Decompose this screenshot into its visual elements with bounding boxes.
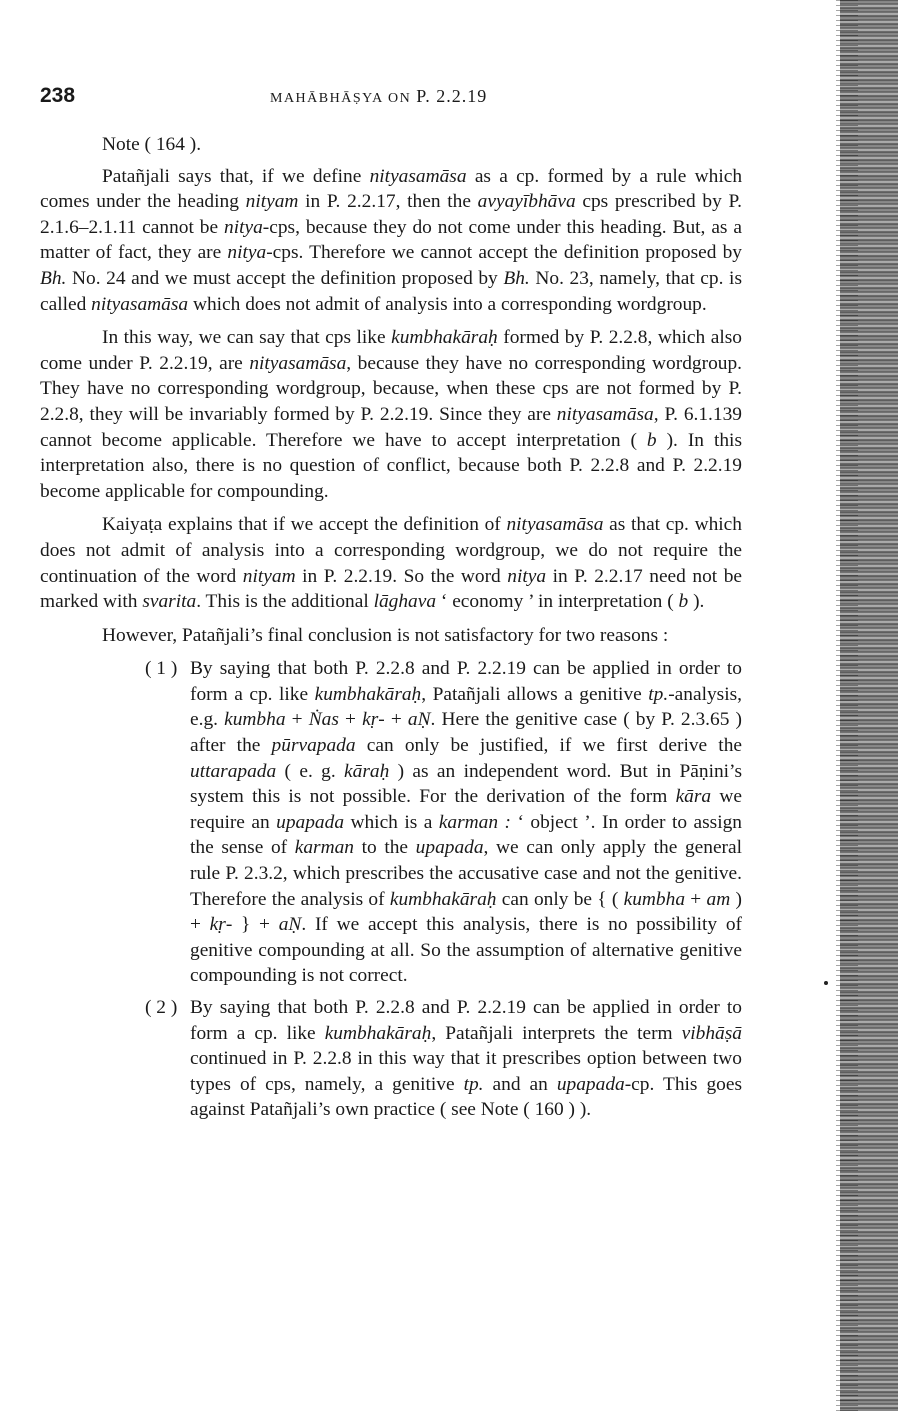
- running-head-title: MAHĀBHĀṢYA ON: [270, 91, 417, 106]
- paragraph: In this way, we can say that cps like kumbhakāraḥ formed by P. 2.2.8, which also come under P. 2.2.19, are nityasamāsa, because they have no corresponding wordgroup. They have no corresponding wordgroup, because, when these cps are not formed by P. 2.2.8, they will be invariably formed by P. 2.2.19. Since they are nityasamāsa, P. 6.1.139 cannot become applicable. Therefore we have to accept interpretation ( b ). In this interpretation also, there is no question of conflict, because both P. 2.2.8 and P. 2.2.19 become applicable for compounding.: [40, 327, 742, 502]
- paragraph: However, Patañjali’s final conclusion is not satisfactory for two reasons :: [102, 624, 669, 646]
- page-number: 238: [40, 84, 76, 107]
- reason-text: By saying that both P. 2.2.8 and P. 2.2.19 can be applied in order to form a cp. like kumbhakāraḥ, Patañjali allows a genitive tp.-analysis, e.g. kumbha + Ṅas + kṛ- + aṆ. Here the genitive case ( by P. 2.3.65 ) after the pūrvapada can only be justified, if we first derive the uttarapada ( e. g. kāraḥ ) as an independent word. But in Pāṇini’s system this is not possible. For the derivation of the form kāra we require an upapada which is a karman : ‘ object ’. In order to assign the sense of karman to the upapada, we can only apply the general rule P. 2.3.2, which prescribes the accusative case and not the genitive. Therefore the analysis of kumbhakāraḥ can only be { ( kumbha + am ) + kṛ- } + aṆ. If we accept this analysis, there is no possibility of genitive compounding at all. So the assumption of alternative genitive compounding is not correct.: [190, 658, 743, 987]
- paragraph: Kaiyaṭa explains that if we accept the definition of nityasamāsa as that cp. which does not admit of analysis into a corresponding wordgroup, we do not require the continuation of the word nityam in P. 2.2.19. So the word nitya in P. 2.2.17 need not be marked with svarita. This is the additional lāghava ‘ economy ’ in interpretation ( b ).: [40, 514, 743, 613]
- reason-item: [40, 995, 742, 1123]
- reason-number: ( 1 ): [145, 658, 178, 680]
- reasons-list: [40, 656, 742, 1123]
- scan-speck: [824, 981, 828, 985]
- reason-number: ( 2 ): [145, 997, 178, 1018]
- running-head-rule: P. 2.2.19: [416, 86, 488, 106]
- note-heading: Note ( 164 ).: [102, 134, 202, 155]
- scanned-page-edge-shadow: [836, 0, 858, 1411]
- page-header: [40, 84, 740, 112]
- reason-item: [40, 656, 742, 989]
- running-head: [270, 86, 487, 107]
- paragraph: Patañjali says that, if we define nityasamāsa as a cp. formed by a rule which comes under the heading nityam in P. 2.2.17, then the avyayībhāva cps prescribed by P. 2.1.6–2.1.11 cannot be nitya-cps, because they do not come under this heading. But, as a matter of fact, they are nitya-cps. Therefore we cannot accept the definition proposed by Bh. No. 24 and we must accept the definition proposed by Bh. No. 23, namely, that cp. is called nityasamāsa which does not admit of analysis into a corresponding wordgroup.: [40, 165, 743, 315]
- reason-text: By saying that both P. 2.2.8 and P. 2.2.19 can be applied in order to form a cp. like kumbhakāraḥ, Patañjali interprets the term vibhāṣā continued in P. 2.2.8 in this way that it prescribes option between two types of cps, namely, a genitive tp. and an upapada-cp. This goes against Patañjali’s own practice ( see Note ( 160 ) ).: [190, 997, 743, 1121]
- body-text: [40, 132, 742, 1123]
